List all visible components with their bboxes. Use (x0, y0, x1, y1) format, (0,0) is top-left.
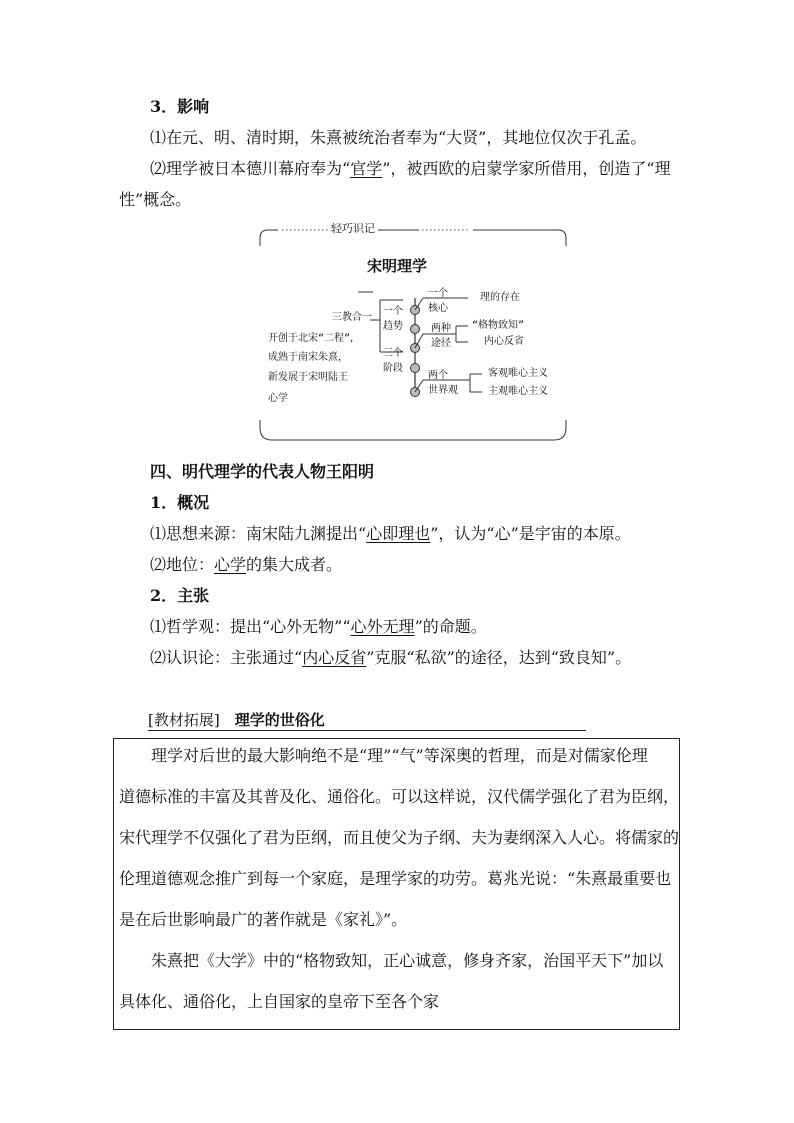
extension-line: 宋代理学不仅强化了君为臣纲，而且使父为子纲、夫为妻纲深入人心。将儒家的 (119, 828, 680, 847)
diagram-title: 宋明理学 (366, 257, 427, 275)
paragraph: ⑵理学被日本德川幕府奉为“官学”，被西欧的启蒙学家所借用，创造了“理 (150, 159, 671, 178)
node-label: 世界观 (428, 385, 458, 396)
diagram-text: 新发展于宋明陆王 (268, 372, 348, 383)
node-label: 一个 (428, 288, 448, 299)
paragraph: ⑵地位：心学的集大成者。 (150, 555, 343, 574)
diagram-text: 成熟于南宋朱熹， (268, 352, 348, 363)
leaf-label: 内心反省 (484, 336, 524, 347)
tip-label: 轻巧识记 (328, 222, 378, 236)
paragraph: ⑴哲学观：提出“心外无物”“心外无理”的命题。 (150, 617, 487, 636)
node-label: 阶段 (383, 363, 403, 374)
extension-line: 是在后世影响最广的著作就是《家礼》”。 (119, 910, 408, 929)
paragraph: ⑴思想来源：南宋陆九渊提出“心即理也”，认为“心”是宇宙的本原。 (150, 524, 631, 543)
node-label: 途径 (431, 338, 451, 349)
leaf-label: 客观唯心主义 (488, 368, 548, 379)
extension-heading: [教材拓展] 理学的世俗化 (148, 710, 586, 731)
extension-line: 具体化、通俗化，上自国家的皇帝下至各个家 (119, 992, 440, 1011)
paragraph: ⑵认识论：主张通过“内心反省”克服“私欲”的途径，达到“致良知”。 (150, 648, 632, 667)
leaf-label: “格物致知” (472, 320, 525, 331)
diagram-text: 三教合一 (332, 312, 372, 323)
leaf-label: 主观唯心主义 (488, 386, 548, 397)
node-label: 两个 (428, 370, 448, 381)
node-label: 核心 (428, 303, 448, 314)
extension-line: 道德标准的丰富及其普及化、通俗化。可以这样说，汉代儒学强化了君为臣纲， (119, 787, 680, 806)
paragraph-continuation: 性”概念。 (119, 190, 192, 209)
extension-line: 伦理道德观念推广到每一个家庭，是理学家的功劳。葛兆光说：“朱熹最重要也 (119, 869, 672, 888)
section-heading: 四、明代理学的代表人物王阳明 (150, 462, 375, 481)
leaf-label: 理的存在 (480, 292, 520, 303)
node-label: 一个 (383, 306, 403, 317)
extension-line: 理学对后世的最大影响绝不是“理”“气”等深奥的哲理，而是对儒家伦理 (119, 746, 648, 765)
node-label: 三个 (383, 348, 403, 359)
diagram-text: 开创于北宋“二程”， (268, 333, 361, 344)
paragraph: ⑴在元、明、清时期，朱熹被统治者奉为“大贤”，其地位仅次于孔孟。 (150, 128, 647, 147)
sub-heading: 2．主张 (150, 586, 210, 605)
extension-line: 朱熹把《大学》中的“格物致知，正心诚意，修身齐家，治国平天下”加以 (119, 951, 664, 970)
diagram-text: 心学 (268, 393, 288, 404)
node-label: 趋势 (383, 321, 403, 332)
section-heading: 3．影响 (150, 97, 210, 116)
sub-heading: 1．概况 (150, 493, 210, 512)
node-label: 两种 (431, 323, 451, 334)
